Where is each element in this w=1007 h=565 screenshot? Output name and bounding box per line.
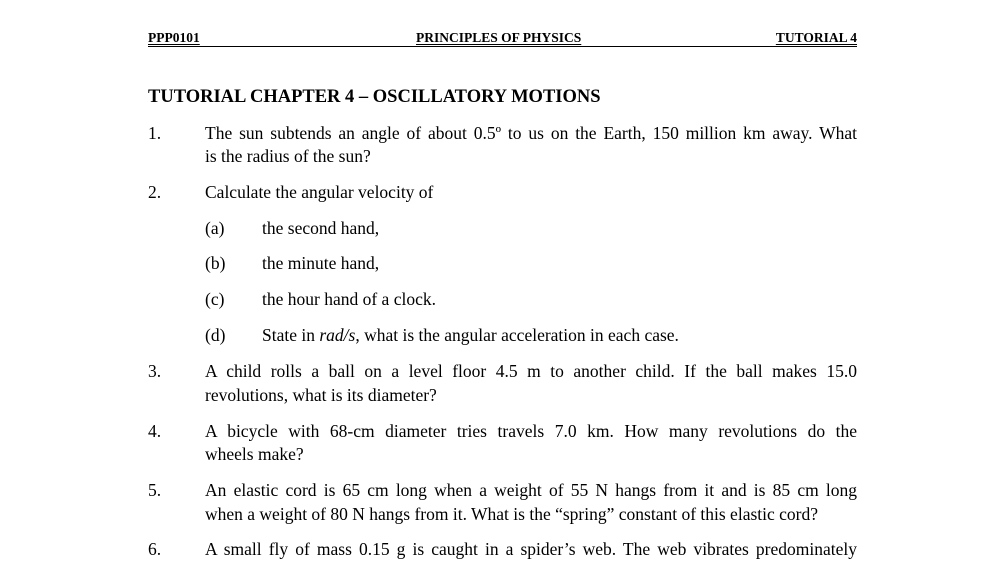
question-1-line-2: is the radius of the sun? bbox=[205, 146, 371, 166]
question-4-line-1: A bicycle with 68-cm diameter tries travels 7.0 km. How many revolutions do the bbox=[205, 421, 857, 441]
course-title: PRINCIPLES OF PHYSICS bbox=[416, 30, 582, 45]
question-4-line-2: wheels make? bbox=[205, 444, 304, 464]
question-3-line-2: revolutions, what is its diameter? bbox=[205, 385, 437, 405]
question-3-line-1: A child rolls a ball on a level floor 4.5 m to another child. If the ball makes 15.0 bbox=[205, 361, 857, 381]
question-2-part-b-label: (b) bbox=[205, 253, 226, 273]
question-2-part-d-unit: rad/s bbox=[319, 325, 356, 345]
question-2-line-1: Calculate the angular velocity of bbox=[205, 182, 434, 202]
chapter-title: TUTORIAL CHAPTER 4 – OSCILLATORY MOTIONS bbox=[148, 87, 601, 107]
question-5-line-1: An elastic cord is 65 cm long when a weight of 55 N hangs from it and is 85 cm long bbox=[205, 480, 857, 500]
question-2-part-d-label: (d) bbox=[205, 325, 226, 345]
question-2-part-b-text: the minute hand, bbox=[262, 253, 380, 273]
question-5-line-2: when a weight of 80 N hangs from it. What is the “spring” constant of this elastic cord? bbox=[205, 504, 818, 524]
question-6-line-1: A small fly of mass 0.15 g is caught in a spider’s web. The web vibrates predominately bbox=[205, 539, 857, 559]
question-5-number: 5. bbox=[148, 480, 162, 500]
question-2-part-d-before: State in bbox=[262, 325, 320, 345]
question-2-part-a-text: the second hand, bbox=[262, 218, 380, 238]
question-2-part-c-label: (c) bbox=[205, 289, 225, 309]
page-header bbox=[148, 29, 857, 47]
question-2-part-a-label: (a) bbox=[205, 218, 225, 238]
question-3-number: 3. bbox=[148, 361, 162, 381]
question-4-number: 4. bbox=[148, 421, 162, 441]
question-6-number: 6. bbox=[148, 539, 162, 559]
question-1-line-1: The sun subtends an angle of about 0.5º to us on the Earth, 150 million km away. What bbox=[205, 123, 857, 143]
question-2-number: 2. bbox=[148, 182, 162, 202]
question-2-part-c-text: the hour hand of a clock. bbox=[262, 289, 436, 309]
question-2-part-d-text bbox=[262, 324, 679, 347]
course-code: PPP0101 bbox=[148, 30, 200, 45]
question-2-part-d-after: , what is the angular acceleration in each case. bbox=[355, 325, 679, 345]
question-1-number: 1. bbox=[148, 123, 162, 143]
tutorial-label: TUTORIAL 4 bbox=[775, 30, 857, 45]
